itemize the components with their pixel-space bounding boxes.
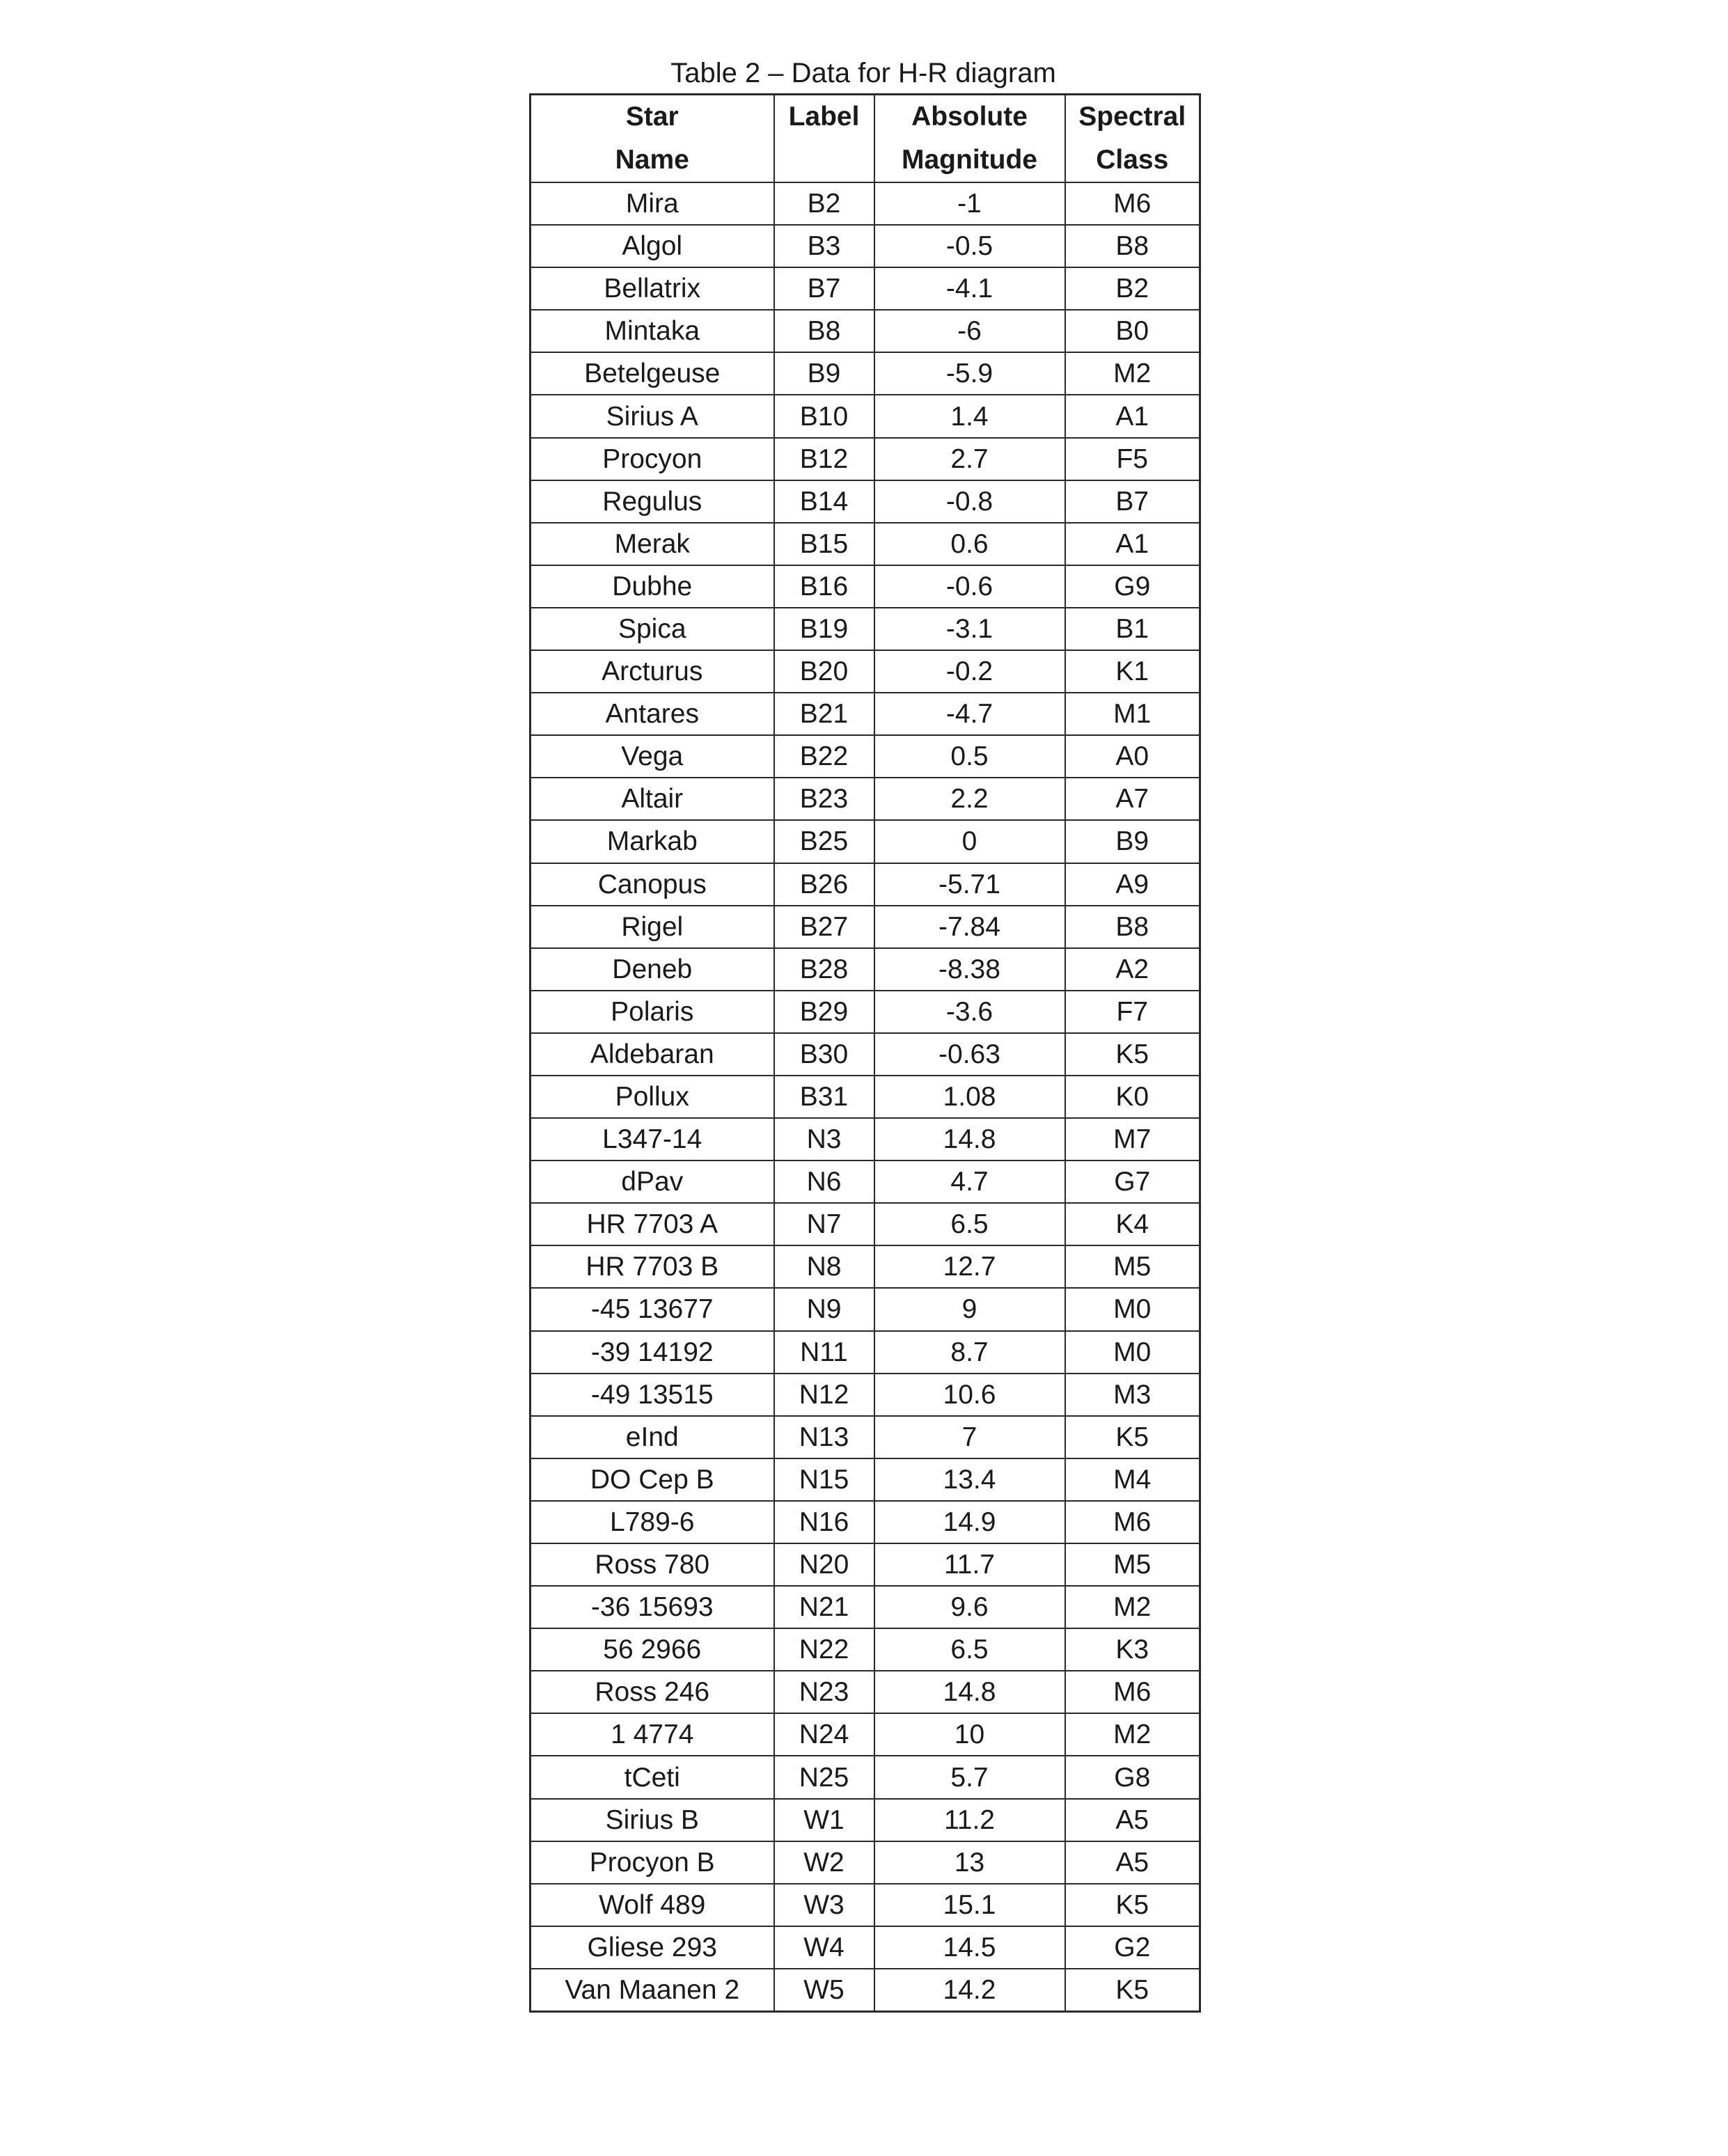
label-cell: N23 xyxy=(774,1671,874,1713)
spectral-class-cell: K5 xyxy=(1065,1416,1200,1458)
star-name-cell: Markab xyxy=(531,820,774,863)
table-body xyxy=(531,182,1200,2012)
label-cell: B22 xyxy=(774,735,874,778)
star-name-cell: Algol xyxy=(531,225,774,267)
label-cell: B3 xyxy=(774,225,874,267)
spectral-class-cell: K5 xyxy=(1065,1884,1200,1926)
label-cell: B30 xyxy=(774,1033,874,1076)
table-row xyxy=(531,523,1200,565)
magnitude-cell: 0.6 xyxy=(874,523,1065,565)
table-row xyxy=(531,182,1200,225)
star-name-cell: Gliese 293 xyxy=(531,1926,774,1969)
header-magnitude-line2: Magnitude xyxy=(902,145,1037,175)
magnitude-cell: 6.5 xyxy=(874,1628,1065,1671)
magnitude-cell: -7.84 xyxy=(874,906,1065,948)
star-name-cell: -39 14192 xyxy=(531,1331,774,1374)
table-row xyxy=(531,267,1200,310)
header-star-name-line1: Star xyxy=(625,102,679,132)
magnitude-cell: 1.4 xyxy=(874,395,1065,437)
spectral-class-cell: G7 xyxy=(1065,1160,1200,1203)
star-name-cell: -49 13515 xyxy=(531,1374,774,1416)
table-row xyxy=(531,1160,1200,1203)
spectral-class-cell: A1 xyxy=(1065,395,1200,437)
label-cell: B8 xyxy=(774,310,874,352)
spectral-class-cell: K1 xyxy=(1065,650,1200,693)
header-star-name-line2: Name xyxy=(615,145,689,175)
spectral-class-cell: B1 xyxy=(1065,608,1200,650)
label-cell: B19 xyxy=(774,608,874,650)
label-cell: B2 xyxy=(774,182,874,225)
label-cell: N22 xyxy=(774,1628,874,1671)
magnitude-cell: -0.5 xyxy=(874,225,1065,267)
spectral-class-cell: B7 xyxy=(1065,480,1200,523)
label-cell: B16 xyxy=(774,565,874,608)
magnitude-cell: 11.7 xyxy=(874,1543,1065,1586)
spectral-class-cell: B2 xyxy=(1065,267,1200,310)
star-name-cell: Procyon B xyxy=(531,1841,774,1884)
spectral-class-cell: A7 xyxy=(1065,778,1200,820)
table-row xyxy=(531,1543,1200,1586)
label-cell: B21 xyxy=(774,693,874,735)
table-row xyxy=(531,1756,1200,1798)
star-name-cell: Pollux xyxy=(531,1076,774,1118)
star-name-cell: Vega xyxy=(531,735,774,778)
label-cell: N25 xyxy=(774,1756,874,1798)
magnitude-cell: -5.71 xyxy=(874,863,1065,906)
table-header xyxy=(531,95,1200,183)
header-star-name xyxy=(531,95,774,183)
star-name-cell: Wolf 489 xyxy=(531,1884,774,1926)
magnitude-cell: 14.5 xyxy=(874,1926,1065,1969)
table-row xyxy=(531,1501,1200,1543)
table-row xyxy=(531,1586,1200,1628)
label-cell: B29 xyxy=(774,991,874,1033)
table-row xyxy=(531,863,1200,906)
table-row xyxy=(531,906,1200,948)
spectral-class-cell: A5 xyxy=(1065,1799,1200,1841)
label-cell: B7 xyxy=(774,267,874,310)
magnitude-cell: -6 xyxy=(874,310,1065,352)
star-name-cell: -36 15693 xyxy=(531,1586,774,1628)
table-row xyxy=(531,1841,1200,1884)
star-name-cell: Spica xyxy=(531,608,774,650)
table-row xyxy=(531,565,1200,608)
table-row xyxy=(531,1416,1200,1458)
label-cell: N3 xyxy=(774,1118,874,1160)
table-row xyxy=(531,1458,1200,1501)
star-name-cell: Mintaka xyxy=(531,310,774,352)
label-cell: N11 xyxy=(774,1331,874,1374)
header-row xyxy=(531,95,1200,183)
spectral-class-cell: A9 xyxy=(1065,863,1200,906)
spectral-class-cell: A0 xyxy=(1065,735,1200,778)
star-name-cell: Arcturus xyxy=(531,650,774,693)
table-row xyxy=(531,225,1200,267)
label-cell: B25 xyxy=(774,820,874,863)
spectral-class-cell: K0 xyxy=(1065,1076,1200,1118)
magnitude-cell: -5.9 xyxy=(874,352,1065,395)
spectral-class-cell: M5 xyxy=(1065,1543,1200,1586)
magnitude-cell: 2.7 xyxy=(874,438,1065,480)
magnitude-cell: 13 xyxy=(874,1841,1065,1884)
label-cell: B27 xyxy=(774,906,874,948)
label-cell: N16 xyxy=(774,1501,874,1543)
star-name-cell: Merak xyxy=(531,523,774,565)
spectral-class-cell: G2 xyxy=(1065,1926,1200,1969)
magnitude-cell: -4.7 xyxy=(874,693,1065,735)
table-row xyxy=(531,1799,1200,1841)
star-name-cell: Altair xyxy=(531,778,774,820)
magnitude-cell: 14.2 xyxy=(874,1969,1065,2012)
label-cell: B14 xyxy=(774,480,874,523)
star-name-cell: L347-14 xyxy=(531,1118,774,1160)
magnitude-cell: 9 xyxy=(874,1288,1065,1330)
header-magnitude-line1: Absolute xyxy=(911,102,1028,132)
label-cell: W5 xyxy=(774,1969,874,2012)
spectral-class-cell: K4 xyxy=(1065,1203,1200,1245)
magnitude-cell: 7 xyxy=(874,1416,1065,1458)
magnitude-cell: 13.4 xyxy=(874,1458,1065,1501)
header-spectral-line1: Spectral xyxy=(1078,102,1186,132)
magnitude-cell: 10 xyxy=(874,1713,1065,1756)
label-cell: B12 xyxy=(774,438,874,480)
star-name-cell: dPav xyxy=(531,1160,774,1203)
spectral-class-cell: A5 xyxy=(1065,1841,1200,1884)
table-row xyxy=(531,948,1200,991)
header-spectral-line2: Class xyxy=(1096,145,1169,175)
star-name-cell: Rigel xyxy=(531,906,774,948)
star-name-cell: L789-6 xyxy=(531,1501,774,1543)
table-row xyxy=(531,1033,1200,1076)
label-cell: B28 xyxy=(774,948,874,991)
label-cell: W4 xyxy=(774,1926,874,1969)
star-name-cell: Deneb xyxy=(531,948,774,991)
star-name-cell: Antares xyxy=(531,693,774,735)
magnitude-cell: 4.7 xyxy=(874,1160,1065,1203)
spectral-class-cell: M6 xyxy=(1065,182,1200,225)
star-name-cell: tCeti xyxy=(531,1756,774,1798)
table-row xyxy=(531,778,1200,820)
star-name-cell: HR 7703 A xyxy=(531,1203,774,1245)
spectral-class-cell: B8 xyxy=(1065,225,1200,267)
label-cell: N9 xyxy=(774,1288,874,1330)
spectral-class-cell: K5 xyxy=(1065,1033,1200,1076)
spectral-class-cell: A1 xyxy=(1065,523,1200,565)
star-name-cell: Aldebaran xyxy=(531,1033,774,1076)
magnitude-cell: -0.2 xyxy=(874,650,1065,693)
label-cell: N20 xyxy=(774,1543,874,1586)
magnitude-cell: 14.9 xyxy=(874,1501,1065,1543)
label-cell: B31 xyxy=(774,1076,874,1118)
spectral-class-cell: M4 xyxy=(1065,1458,1200,1501)
table-row xyxy=(531,1713,1200,1756)
table-row xyxy=(531,1203,1200,1245)
magnitude-cell: 9.6 xyxy=(874,1586,1065,1628)
star-name-cell: Betelgeuse xyxy=(531,352,774,395)
label-cell: W3 xyxy=(774,1884,874,1926)
table-row xyxy=(531,310,1200,352)
table-row xyxy=(531,438,1200,480)
table-row xyxy=(531,820,1200,863)
table-row xyxy=(531,1374,1200,1416)
magnitude-cell: 12.7 xyxy=(874,1245,1065,1288)
magnitude-cell: 5.7 xyxy=(874,1756,1065,1798)
spectral-class-cell: A2 xyxy=(1065,948,1200,991)
table-row xyxy=(531,1118,1200,1160)
table-row xyxy=(531,480,1200,523)
magnitude-cell: -8.38 xyxy=(874,948,1065,991)
table-row xyxy=(531,395,1200,437)
label-cell: N6 xyxy=(774,1160,874,1203)
magnitude-cell: 1.08 xyxy=(874,1076,1065,1118)
star-name-cell: Regulus xyxy=(531,480,774,523)
star-name-cell: eInd xyxy=(531,1416,774,1458)
magnitude-cell: -1 xyxy=(874,182,1065,225)
magnitude-cell: 14.8 xyxy=(874,1671,1065,1713)
table-row xyxy=(531,352,1200,395)
label-cell: N21 xyxy=(774,1586,874,1628)
spectral-class-cell: M2 xyxy=(1065,352,1200,395)
spectral-class-cell: M0 xyxy=(1065,1288,1200,1330)
spectral-class-cell: K5 xyxy=(1065,1969,1200,2012)
spectral-class-cell: M2 xyxy=(1065,1586,1200,1628)
header-absolute-magnitude xyxy=(874,95,1065,183)
label-cell: N7 xyxy=(774,1203,874,1245)
spectral-class-cell: F7 xyxy=(1065,991,1200,1033)
star-name-cell: 56 2966 xyxy=(531,1628,774,1671)
spectral-class-cell: G8 xyxy=(1065,1756,1200,1798)
spectral-class-cell: M0 xyxy=(1065,1331,1200,1374)
star-name-cell: Ross 246 xyxy=(531,1671,774,1713)
magnitude-cell: -0.6 xyxy=(874,565,1065,608)
star-name-cell: Van Maanen 2 xyxy=(531,1969,774,2012)
table-row xyxy=(531,1671,1200,1713)
table-row xyxy=(531,1926,1200,1969)
label-cell: B26 xyxy=(774,863,874,906)
label-cell: N13 xyxy=(774,1416,874,1458)
table-row xyxy=(531,1245,1200,1288)
label-cell: B10 xyxy=(774,395,874,437)
star-name-cell: HR 7703 B xyxy=(531,1245,774,1288)
table-caption: Table 2 – Data for H-R diagram xyxy=(670,58,1056,88)
star-name-cell: DO Cep B xyxy=(531,1458,774,1501)
spectral-class-cell: M5 xyxy=(1065,1245,1200,1288)
table-row xyxy=(531,1331,1200,1374)
star-name-cell: Mira xyxy=(531,182,774,225)
magnitude-cell: 0.5 xyxy=(874,735,1065,778)
spectral-class-cell: M6 xyxy=(1065,1501,1200,1543)
spectral-class-cell: M7 xyxy=(1065,1118,1200,1160)
magnitude-cell: 0 xyxy=(874,820,1065,863)
spectral-class-cell: B8 xyxy=(1065,906,1200,948)
spectral-class-cell: K3 xyxy=(1065,1628,1200,1671)
spectral-class-cell: B9 xyxy=(1065,820,1200,863)
table-row xyxy=(531,1969,1200,2012)
table-row xyxy=(531,1288,1200,1330)
table-row xyxy=(531,608,1200,650)
spectral-class-cell: B0 xyxy=(1065,310,1200,352)
label-cell: B23 xyxy=(774,778,874,820)
star-name-cell: Sirius B xyxy=(531,1799,774,1841)
magnitude-cell: 10.6 xyxy=(874,1374,1065,1416)
label-cell: N12 xyxy=(774,1374,874,1416)
label-cell: W1 xyxy=(774,1799,874,1841)
table-row xyxy=(531,1628,1200,1671)
star-name-cell: Dubhe xyxy=(531,565,774,608)
magnitude-cell: -0.8 xyxy=(874,480,1065,523)
header-label-line1: Label xyxy=(788,102,860,132)
spectral-class-cell: M2 xyxy=(1065,1713,1200,1756)
magnitude-cell: 11.2 xyxy=(874,1799,1065,1841)
table-row xyxy=(531,991,1200,1033)
star-name-cell: Canopus xyxy=(531,863,774,906)
table-row xyxy=(531,650,1200,693)
magnitude-cell: -3.6 xyxy=(874,991,1065,1033)
star-name-cell: 1 4774 xyxy=(531,1713,774,1756)
label-cell: N24 xyxy=(774,1713,874,1756)
spectral-class-cell: G9 xyxy=(1065,565,1200,608)
spectral-class-cell: M6 xyxy=(1065,1671,1200,1713)
table-row xyxy=(531,735,1200,778)
magnitude-cell: 14.8 xyxy=(874,1118,1065,1160)
label-cell: B15 xyxy=(774,523,874,565)
star-name-cell: Procyon xyxy=(531,438,774,480)
spectral-class-cell: M3 xyxy=(1065,1374,1200,1416)
spectral-class-cell: F5 xyxy=(1065,438,1200,480)
star-name-cell: Polaris xyxy=(531,991,774,1033)
star-name-cell: Sirius A xyxy=(531,395,774,437)
table-row xyxy=(531,1884,1200,1926)
magnitude-cell: 15.1 xyxy=(874,1884,1065,1926)
header-spectral-class xyxy=(1065,95,1200,183)
label-cell: N15 xyxy=(774,1458,874,1501)
label-cell: B9 xyxy=(774,352,874,395)
header-label xyxy=(774,95,874,183)
hr-data-table xyxy=(529,93,1201,2013)
magnitude-cell: 8.7 xyxy=(874,1331,1065,1374)
magnitude-cell: 2.2 xyxy=(874,778,1065,820)
magnitude-cell: -0.63 xyxy=(874,1033,1065,1076)
star-name-cell: Ross 780 xyxy=(531,1543,774,1586)
star-name-cell: Bellatrix xyxy=(531,267,774,310)
label-cell: B20 xyxy=(774,650,874,693)
star-name-cell: -45 13677 xyxy=(531,1288,774,1330)
table-row xyxy=(531,693,1200,735)
magnitude-cell: 6.5 xyxy=(874,1203,1065,1245)
label-cell: N8 xyxy=(774,1245,874,1288)
magnitude-cell: -4.1 xyxy=(874,267,1065,310)
spectral-class-cell: M1 xyxy=(1065,693,1200,735)
table-row xyxy=(531,1076,1200,1118)
magnitude-cell: -3.1 xyxy=(874,608,1065,650)
label-cell: W2 xyxy=(774,1841,874,1884)
